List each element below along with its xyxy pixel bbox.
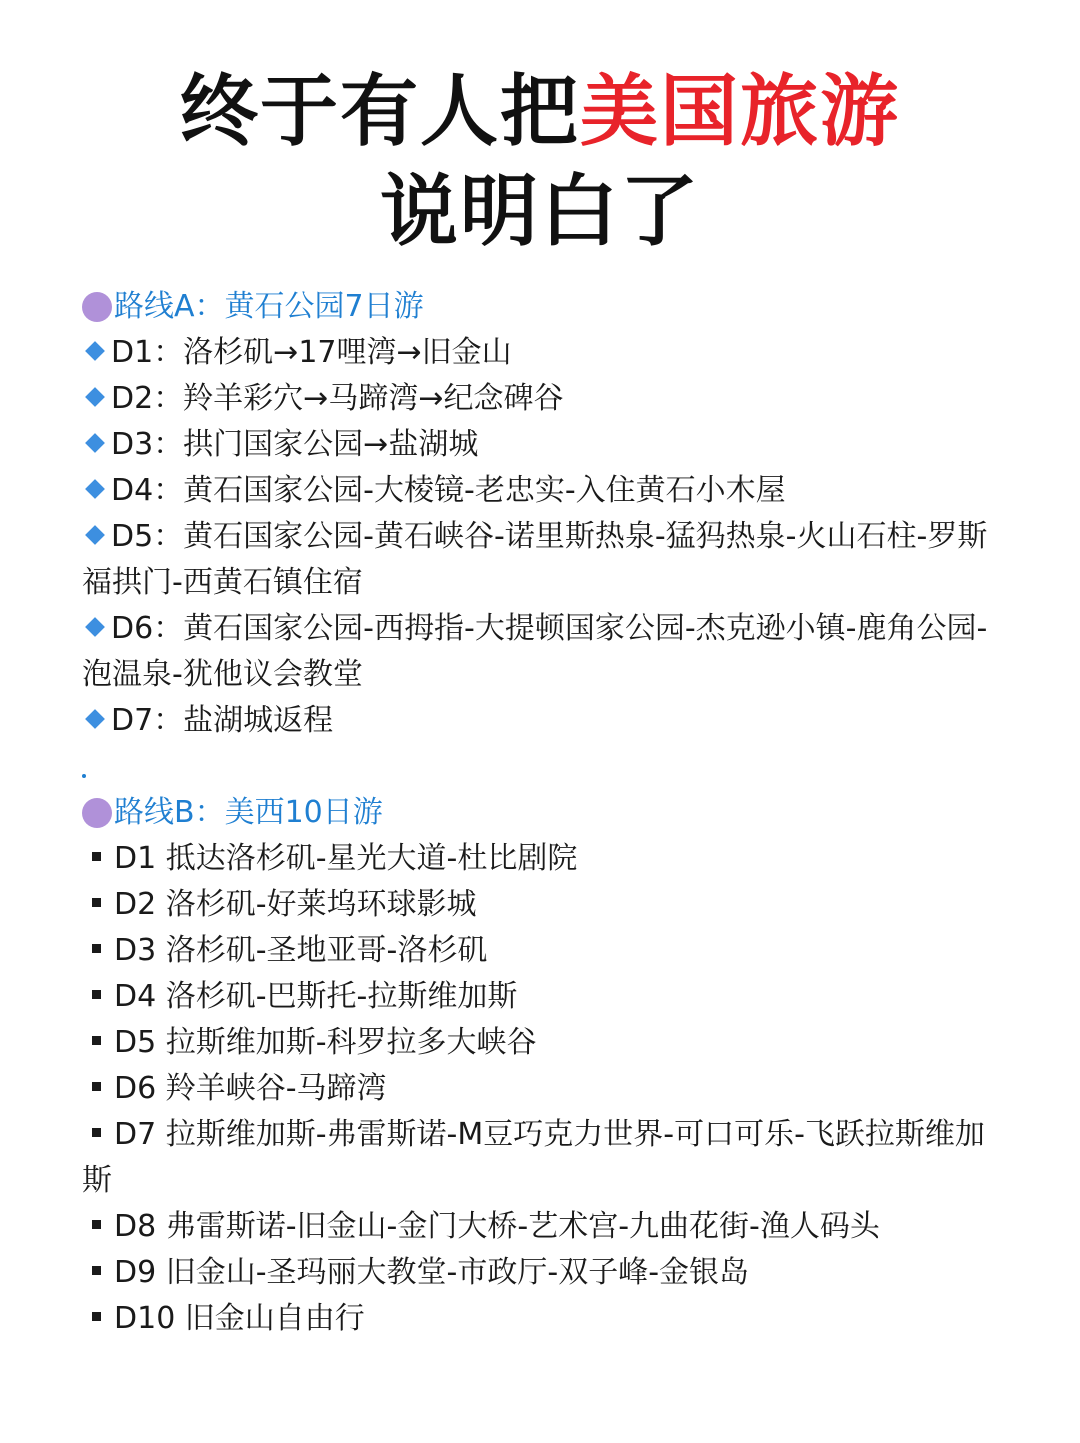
route-b-heading-text: 路线B：美西10日游	[114, 795, 383, 830]
route-a-day	[82, 330, 1002, 376]
square-bullet-icon	[92, 1128, 101, 1137]
section-separator	[82, 744, 1002, 790]
square-bullet-icon	[92, 944, 101, 953]
itinerary-content	[82, 284, 1002, 1342]
route-b-day-text: D5 拉斯维加斯-科罗拉多大峡谷	[114, 1025, 537, 1060]
route-b-day-text: D1 抵达洛杉矶-星光大道-杜比剧院	[114, 841, 578, 876]
route-a-day-text: D2：羚羊彩穴→马蹄湾→纪念碑谷	[111, 381, 564, 416]
route-a-list	[82, 330, 1002, 744]
diamond-icon	[85, 709, 105, 729]
square-bullet-icon	[92, 852, 101, 861]
square-bullet-icon	[92, 1036, 101, 1045]
route-b-day-text: D10 旧金山自由行	[114, 1301, 365, 1336]
route-b-day	[82, 1020, 1002, 1066]
route-b-heading	[82, 790, 1002, 836]
route-b-day	[82, 836, 1002, 882]
route-b-day	[82, 882, 1002, 928]
route-a-day-text: D5：黄石国家公园-黄石峡谷-诺里斯热泉-猛犸热泉-火山石柱-罗斯福拱门-西黄石镇住宿	[82, 519, 988, 600]
diamond-icon	[85, 433, 105, 453]
square-bullet-icon	[92, 990, 101, 999]
route-a-day-text: D1：洛杉矶→17哩湾→旧金山	[111, 335, 512, 370]
route-a-day	[82, 606, 1002, 698]
purple-dot-icon	[82, 798, 112, 828]
page-title	[0, 62, 1080, 262]
route-a-day	[82, 376, 1002, 422]
route-a-day-text: D4：黄石国家公园-大棱镜-老忠实-入住黄石小木屋	[111, 473, 786, 508]
route-a-heading	[82, 284, 1002, 330]
diamond-icon	[85, 479, 105, 499]
title-black-part: 终于有人把	[179, 67, 580, 157]
route-b-day-text: D3 洛杉矶-圣地亚哥-洛杉矶	[114, 933, 488, 968]
diamond-icon	[85, 617, 105, 637]
diamond-icon	[85, 341, 105, 361]
route-b-day-text: D7 拉斯维加斯-弗雷斯诺-M豆巧克力世界-可口可乐-飞跃拉斯维加斯	[82, 1117, 985, 1198]
route-b-day	[82, 974, 1002, 1020]
route-b-day	[82, 1296, 1002, 1342]
purple-dot-icon	[82, 292, 112, 322]
route-b-day-text: D2 洛杉矶-好莱坞环球影城	[114, 887, 477, 922]
route-b-day	[82, 928, 1002, 974]
diamond-icon	[85, 387, 105, 407]
route-b-day	[82, 1204, 1002, 1250]
route-a-day	[82, 514, 1002, 606]
square-bullet-icon	[92, 1082, 101, 1091]
route-b-day-text: D4 洛杉矶-巴斯托-拉斯维加斯	[114, 979, 518, 1014]
route-b-day	[82, 1066, 1002, 1112]
title-line-1	[0, 62, 1080, 162]
separator-dot	[82, 774, 86, 778]
square-bullet-icon	[92, 1312, 101, 1321]
route-b-day-text: D6 羚羊峡谷-马蹄湾	[114, 1071, 387, 1106]
title-red-part: 美国旅游	[580, 67, 901, 157]
diamond-icon	[85, 525, 105, 545]
title-line-2: 说明白了	[379, 167, 700, 257]
route-a-day	[82, 698, 1002, 744]
square-bullet-icon	[92, 898, 101, 907]
route-a-day-text: D6：黄石国家公园-西拇指-大提顿国家公园-杰克逊小镇-鹿角公园-泡温泉-犹他议会教堂	[82, 611, 988, 692]
square-bullet-icon	[92, 1220, 101, 1229]
route-b-day	[82, 1250, 1002, 1296]
route-a-day	[82, 422, 1002, 468]
route-b-day-text: D9 旧金山-圣玛丽大教堂-市政厅-双子峰-金银岛	[114, 1255, 750, 1290]
route-a-day-text: D3：拱门国家公园→盐湖城	[111, 427, 479, 462]
square-bullet-icon	[92, 1266, 101, 1275]
route-a-day	[82, 468, 1002, 514]
route-a-day-text: D7：盐湖城返程	[111, 703, 334, 738]
route-b-list	[82, 836, 1002, 1342]
route-b-day	[82, 1112, 1002, 1204]
route-b-day-text: D8 弗雷斯诺-旧金山-金门大桥-艺术宫-九曲花街-渔人码头	[114, 1209, 880, 1244]
route-a-heading-text: 路线A：黄石公园7日游	[114, 289, 424, 324]
